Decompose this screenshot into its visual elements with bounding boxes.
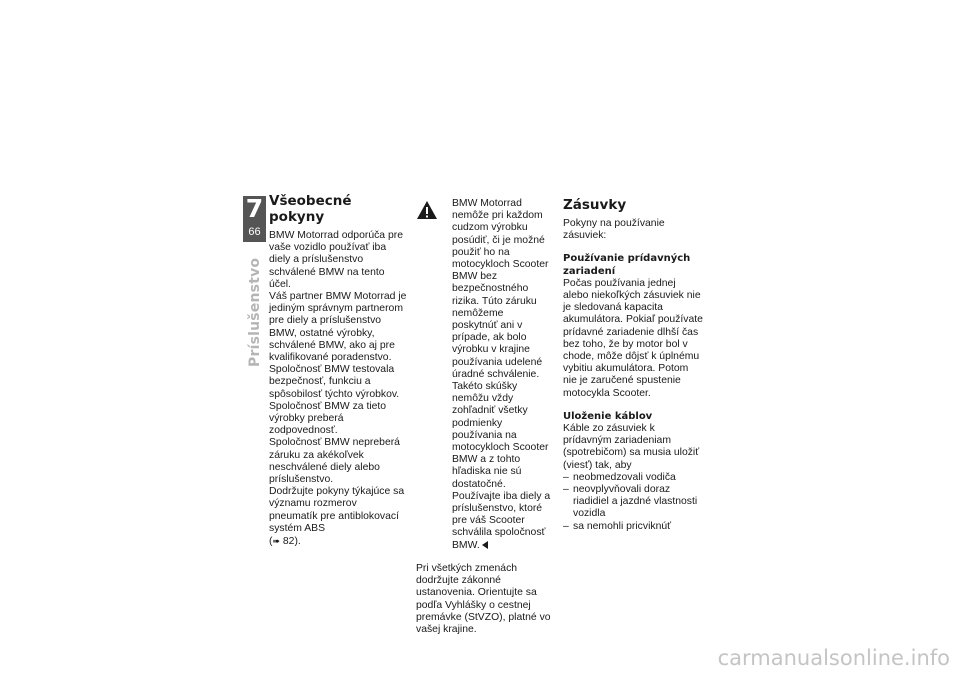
site-watermark: carmanualsonline.info (717, 646, 950, 670)
list-item: – sa nemohli pricviknúť (563, 521, 703, 533)
sockets-intro: Pokyny na používanie zásuviek: (563, 218, 665, 242)
column-general-notes (269, 193, 407, 548)
end-of-warning-icon (482, 541, 488, 549)
chapter-tab (243, 196, 266, 242)
paragraph: Pri všetkých zmenách dodržujte zákonné ustanovenia. Orientujte sa podľa Vyhlášky o cestnej premávke (StVZO), platné vo vašej krajine. (416, 562, 551, 635)
paragraph: Spoločnosť BMW testovala bezpečnosť, funkciu a spôsobilosť týchto výrobkov. Spoločnosť BMW za tieto výrobky preberá zodpovednosť. (269, 364, 400, 437)
subheading-usage: Používanie prídavných zariadení (563, 253, 691, 277)
reference-close: ). (294, 536, 301, 548)
list-item: – neobmedzovali vodiča (563, 472, 703, 484)
warning-block (416, 198, 551, 552)
abs-note: Dodržujte pokyny týkajúce sa významu rozmerov pneumatík pre antiblokovací systém ABS (269, 486, 405, 534)
paragraph: Váš partner BMW Motorrad je jediným správnym partnerom pre diely a príslušenstvo BMW, ostatné výrobky, schválené BMW, ako aj pre kvalifikované poradenstvo. (269, 291, 407, 364)
page-reference-arrow-icon: ➠ (272, 536, 281, 547)
paragraph: Dodržujte pokyny týkajúce sa významu rozmerov pneumatík pre antiblokovací systém ABS (➠ 82). (269, 486, 405, 548)
chapter-side-label: Príslušenstvo (247, 257, 263, 367)
column-warning (416, 198, 551, 636)
paragraph: Počas používania jednej alebo niekoľkých zásuviek nie je sledovaná kapacita akumulátora. Pokiaľ používate prídavné zariadenie dlhší čas bez toho, že by motor bol v chode, môže dôjsť k úplnému vybitiu akumulátora. Potom nie je zaručené spustenie motocykla Scooter. (563, 277, 703, 399)
paragraph: Káble zo zásuviek k prídavným zariadeniam (spotrebičom) sa musia uložiť (viesť) tak, aby (563, 423, 700, 471)
paragraph: BMW Motorrad odporúča pre vaše vozidlo používať iba diely a príslušenstvo schválené BMW na tento účel. (269, 230, 403, 290)
section-title-general: Všeobecné pokyny (269, 193, 352, 225)
column-sockets (563, 197, 703, 533)
subheading-cables: Uloženie káblov (563, 410, 653, 422)
warning-triangle-icon (416, 200, 438, 220)
chapter-number: 7 (245, 194, 264, 223)
paragraph: Spoločnosť BMW nepreberá záruku za akékoľvek neschválené diely alebo príslušenstvo. (269, 437, 400, 486)
warning-text: BMW Motorrad nemôže pri každom cudzom výrobku posúdiť, či je možné použiť ho na motocykloch Scooter BMW bez bezpečnostného rizika. Túto záruku nemôžeme poskytnúť ani v prípade, ak bolo výrobku v krajine používania udelené úradné schválenie. Takéto skúšky nemôžu vždy zohľadniť všetky podmienky používania na motocykloch Scooter BMW a z tohto hľadiska nie sú dostatočné. Používajte iba diely a príslušenstvo, ktoré pre váš Scooter schválila spoločnosť BMW. (452, 198, 551, 551)
page-number: 66 (248, 226, 261, 238)
page-reference-link[interactable]: 82 (282, 536, 295, 548)
list-item: – neovplyvňovali doraz riadidiel a jazdné vlastnosti vozidla (563, 484, 703, 521)
section-title-sockets: Zásuvky (563, 197, 627, 213)
cable-requirements-list (563, 472, 703, 533)
